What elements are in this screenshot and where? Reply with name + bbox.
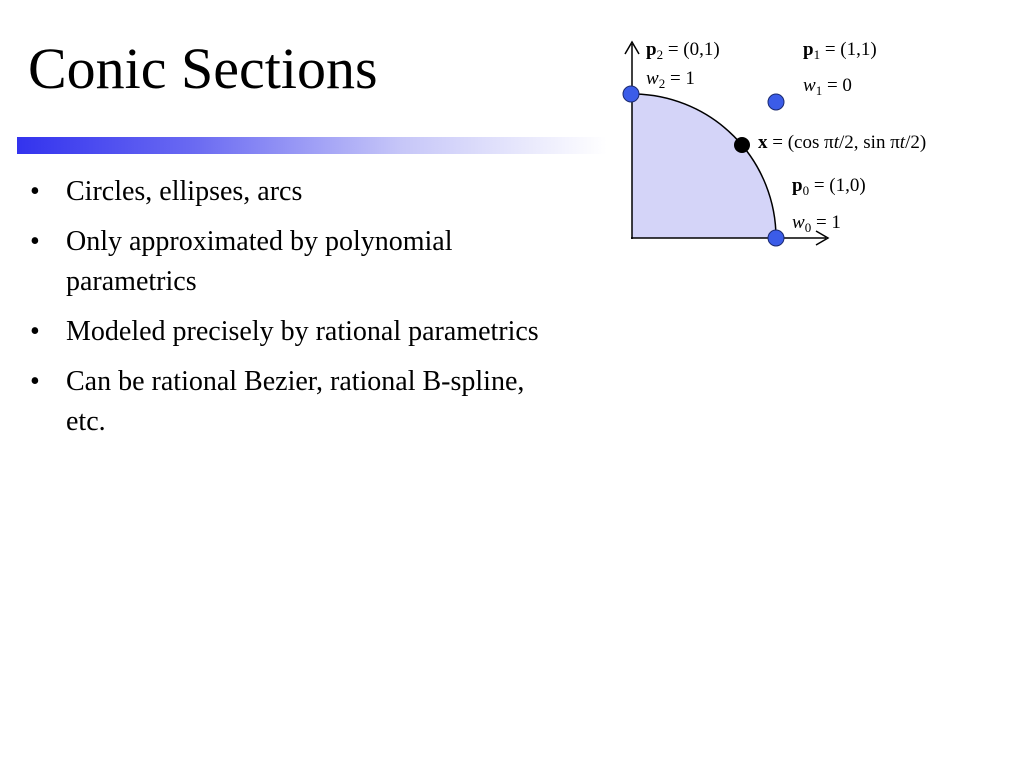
label-p1: $p_1 = (1,1)$ [803, 39, 877, 62]
slide-title: Conic Sections [28, 36, 378, 101]
bullet-marker: • [30, 226, 40, 257]
curve-point-x [734, 137, 750, 153]
bullet-marker: • [30, 316, 40, 347]
bullet-marker: • [30, 176, 40, 207]
control-point-p0 [768, 230, 784, 246]
label-w2: $w_2 = 1$ [646, 68, 695, 91]
label-p0: $p_0 = (1,0)$ [792, 175, 866, 198]
label-p2: $p_2 = (0,1)$ [646, 39, 720, 62]
bullet-text: Can be rational Bezier, rational B-spline, etc. [66, 366, 525, 437]
bullet-text: Circles, ellipses, arcs [66, 176, 303, 207]
bullet-marker: • [30, 366, 40, 397]
quarter-disk-region [632, 94, 776, 238]
control-point-p2 [623, 86, 639, 102]
label-w0: $w_0 = 1$ [792, 212, 841, 235]
bullet-text: Only approximated by polynomial parametrics [66, 226, 453, 297]
label-x: x = (cos πt/2, sin πt/2) [758, 132, 927, 153]
label-w1: $w_1 = 0$ [803, 75, 852, 98]
bullet-text: Modeled precisely by rational parametrics [66, 316, 539, 347]
control-point-p1 [768, 94, 784, 110]
